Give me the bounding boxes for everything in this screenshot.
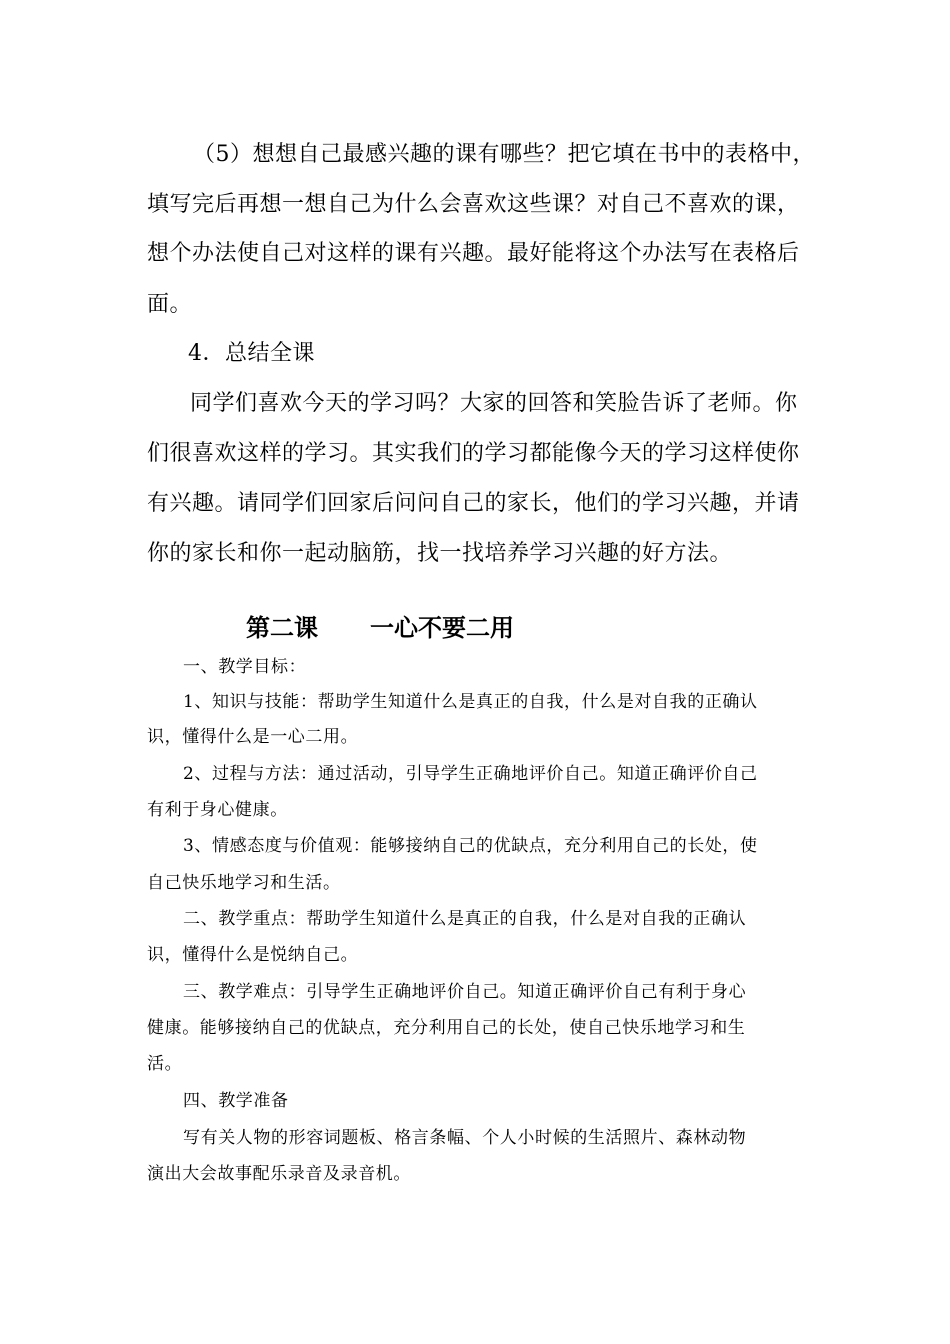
goal3-line-2: 自己快乐地学习和生活。 (147, 873, 341, 893)
summary-line-4: 你的家长和你一起动脑筋，找一找培养学习兴趣的好方法。 (147, 541, 733, 566)
focus-line-1: 二、教学重点：帮助学生知道什么是真正的自我，什么是对自我的正确认 (183, 909, 747, 929)
summary-line-3: 有兴趣。请同学们回家后问问自己的家长，他们的学习兴趣，并请 (147, 491, 800, 516)
para5-line-1: （5）想想自己最感兴趣的课有哪些？把它填在书中的表格中， (193, 142, 815, 167)
summary-line-2: 们很喜欢这样的学习。其实我们的学习都能像今天的学习这样使你 (147, 441, 800, 466)
goal1-line-1: 1、知识与技能：帮助学生知道什么是真正的自我，什么是对自我的正确认 (183, 692, 758, 712)
goal3-line-1: 3、情感态度与价值观：能够接纳自己的优缺点，充分利用自己的长处，使 (183, 836, 758, 856)
goal2-line-1: 2、过程与方法：通过活动，引导学生正确地评价自己。知道正确评价自己 (183, 764, 758, 784)
focus-line-2: 识，懂得什么是悦纳自己。 (147, 945, 359, 965)
prep-line-1: 写有关人物的形容词题板、格言条幅、个人小时候的生活照片、森林动物 (183, 1128, 747, 1148)
lesson-title (246, 608, 514, 643)
goals-heading: 一、教学目标： (183, 657, 307, 677)
difficulty-line-2: 健康。能够接纳自己的优缺点，充分利用自己的长处，使自己快乐地学习和生 (147, 1018, 746, 1038)
summary-line-1: 同学们喜欢今天的学习吗？大家的回答和笑脸告诉了老师。你 (190, 391, 798, 416)
goal2-line-2: 有利于身心健康。 (147, 800, 288, 820)
lesson-name: 一心不要二用 (370, 613, 514, 642)
para5-line-3: 想个办法使自己对这样的课有兴趣。最好能将这个办法写在表格后 (147, 241, 800, 266)
prep-line-2: 演出大会故事配乐录音及录音机。 (147, 1164, 411, 1184)
heading-summary: 4．总结全课 (188, 341, 315, 366)
para5-line-4: 面。 (147, 292, 193, 317)
para5-line-2: 填写完后再想一想自己为什么会喜欢这些课？对自己不喜欢的课， (147, 192, 800, 217)
prep-heading: 四、教学准备 (183, 1091, 289, 1111)
difficulty-line-3: 活。 (147, 1054, 183, 1074)
difficulty-line-1: 三、教学难点：引导学生正确地评价自己。知道正确评价自己有利于身心 (183, 982, 747, 1002)
lesson-number: 第二课 (246, 613, 318, 642)
goal1-line-2: 识，懂得什么是一心二用。 (147, 727, 359, 747)
